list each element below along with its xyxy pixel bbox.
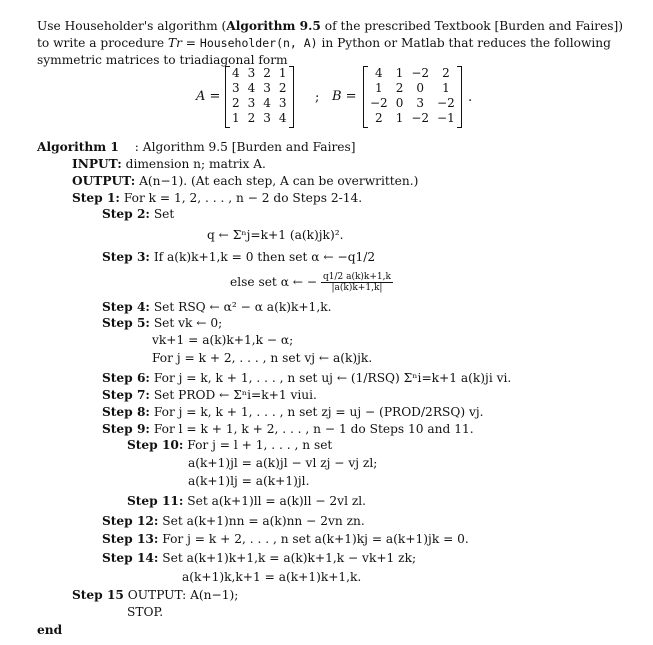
matrices-row <box>196 66 496 128</box>
tr-variable: Tr <box>167 36 182 50</box>
matrix-b-cell: −2 <box>370 96 388 110</box>
step-9-text: For l = k + 1, k + 2, . . . , n − 1 do Steps 10 and 11. <box>153 422 474 436</box>
step-14-label: Step 14: <box>102 551 159 565</box>
step-5-line-2: vk+1 = a(k)k+1,k − α; <box>152 333 294 347</box>
step-5-text: Set vk ← 0; <box>153 316 223 330</box>
matrix-a-cell: 4 <box>278 111 287 125</box>
step-7 <box>102 388 317 403</box>
matrix-a-row <box>228 81 291 96</box>
algorithm-header-label: Algorithm 1 <box>37 140 119 154</box>
intro-text-2: of the prescribed Textbook [Burden and Faires]) to write a procedure <box>37 19 624 50</box>
matrix-b-cell: 0 <box>416 81 425 95</box>
step-11-text: Set a(k+1)ll = a(k)ll − 2vl zl. <box>187 494 367 508</box>
step-5-line-3: For j = k + 2, . . . , n set vj ← a(k)jk. <box>152 351 373 365</box>
matrix-b-cell: 2 <box>442 66 450 80</box>
matrix-a-label: A = <box>196 89 221 104</box>
matrix-a-row <box>228 96 291 111</box>
matrix-b-cell: −2 <box>411 66 430 80</box>
matrix-a-cell: 3 <box>278 96 287 110</box>
function-signature: Householder(n, A) <box>199 36 318 50</box>
matrix-a-cell: 2 <box>263 66 271 80</box>
step-13-text: For j = k + 2, . . . , n set a(k+1)kj = a(k+1)jk = 0. <box>162 532 469 546</box>
step-6-label: Step 6: <box>102 371 150 385</box>
q-formula: q ← Σⁿj=k+1 (a(k)jk)². <box>207 228 344 242</box>
step-2-label: Step 2: <box>102 207 150 221</box>
step-13-label: Step 13: <box>102 532 159 546</box>
matrix-b-cell: 1 <box>395 111 404 125</box>
step-3-fraction-denominator: |a(k)k+1,k| <box>331 283 383 293</box>
matrix-b-cell: 3 <box>416 96 425 110</box>
matrix-b-label: B = <box>332 89 357 104</box>
matrix-b-row <box>366 111 459 126</box>
matrix-a-row <box>228 111 291 126</box>
algorithm-reference: Algorithm 9.5 <box>226 19 321 33</box>
matrix-separator: ; <box>315 90 320 105</box>
matrix-b-cell: 1 <box>375 81 383 95</box>
matrix-b-cell: 2 <box>395 81 404 95</box>
matrix-b-left-bracket <box>363 66 368 128</box>
step-2-text: Set <box>153 207 175 221</box>
step-9-label: Step 9: <box>102 422 150 436</box>
step-5-label: Step 5: <box>102 316 150 330</box>
matrix-b-cell: 4 <box>375 66 383 80</box>
step-12 <box>102 514 365 529</box>
matrix-a-cell: 3 <box>232 81 240 95</box>
step-10-label: Step 10: <box>127 438 184 452</box>
matrix-a-cell: 4 <box>232 66 240 80</box>
step-12-label: Step 12: <box>102 514 159 528</box>
input-text: dimension n; matrix A. <box>125 157 266 171</box>
step-9 <box>102 422 474 437</box>
matrix-b-row <box>366 66 459 81</box>
step-15-text: OUTPUT: A(n−1); <box>127 588 239 602</box>
step-7-text: Set PROD ← Σⁿi=k+1 viui. <box>153 388 317 402</box>
step-7-label: Step 7: <box>102 388 150 402</box>
stop-line: STOP. <box>127 605 164 619</box>
matrix-b-cell: 0 <box>395 96 404 110</box>
intro-paragraph <box>37 18 637 69</box>
step-8-label: Step 8: <box>102 405 150 419</box>
matrix-a-cell: 3 <box>263 111 271 125</box>
step-6 <box>102 371 511 386</box>
step-3-text: If a(k)k+1,k = 0 then set α ← −q1/2 <box>153 250 376 264</box>
step-2 <box>102 207 174 222</box>
step-3-fraction <box>321 272 393 293</box>
end-keyword: end <box>37 623 63 637</box>
matrix-a-cell: 1 <box>232 111 240 125</box>
matrix-a-row <box>228 66 291 81</box>
step-10-line-3: a(k+1)lj = a(k+1)jl. <box>188 474 310 488</box>
step-5 <box>102 316 222 331</box>
step-15 <box>72 588 238 603</box>
matrix-b-cell: 1 <box>442 81 450 95</box>
step-11 <box>127 494 366 509</box>
matrix-b-cell: 2 <box>375 111 383 125</box>
step-3 <box>102 250 375 265</box>
output-line <box>72 174 418 189</box>
step-8-text: For j = k, k + 1, . . . , n set zj = uj − (PROD/2RSQ) vj. <box>153 405 484 419</box>
intro-text-1: Use Householder's algorithm ( <box>37 19 227 33</box>
step-15-label: Step 15 <box>72 588 124 602</box>
matrix-end-period: . <box>468 90 473 105</box>
algorithm-header-text: : Algorithm 9.5 [Burden and Faires] <box>134 140 356 154</box>
step-1-label: Step 1: <box>72 191 120 205</box>
matrix-a-cell: 3 <box>263 81 271 95</box>
algorithm-header <box>37 140 356 155</box>
output-label: OUTPUT: <box>72 174 136 188</box>
intro-text-3: = <box>181 36 200 50</box>
matrix-a-cell: 4 <box>263 96 271 110</box>
matrix-b-cell: −1 <box>437 111 455 125</box>
step-11-label: Step 11: <box>127 494 184 508</box>
step-3-else <box>230 272 393 293</box>
step-6-text: For j = k, k + 1, . . . , n set uj ← (1/RSQ) Σⁿi=k+1 a(k)ji vi. <box>153 371 512 385</box>
step-3-fraction-numerator: q1/2 a(k)k+1,k <box>322 272 391 282</box>
matrix-a-cell: 1 <box>278 66 287 80</box>
step-10-text: For j = l + 1, . . . , n set <box>187 438 333 452</box>
step-10-line-2: a(k+1)jl = a(k)jl − vl zj − vj zl; <box>188 456 378 470</box>
step-4 <box>102 300 331 315</box>
matrix-a-cell: 3 <box>247 96 256 110</box>
matrix-b-right-bracket <box>457 66 462 128</box>
intro-text-4: in Python or Matlab that reduces the following symmetric matrices to triadiagonal form <box>37 36 611 67</box>
input-line <box>72 157 266 172</box>
matrix-a-right-bracket <box>289 66 294 128</box>
matrix-a-cell: 2 <box>232 96 240 110</box>
matrix-b-cell: −2 <box>437 96 455 110</box>
matrix-a-cell: 2 <box>247 111 256 125</box>
matrix-b-row <box>366 96 459 111</box>
step-1 <box>72 191 362 206</box>
step-12-text: Set a(k+1)nn = a(k)nn − 2vn zn. <box>162 514 365 528</box>
matrix-b-cell: −2 <box>411 111 430 125</box>
step-3-label: Step 3: <box>102 250 150 264</box>
matrix-a <box>228 66 291 126</box>
matrix-a-cell: 2 <box>278 81 287 95</box>
step-3-else-text: else set α ← − <box>230 275 318 289</box>
matrix-a-cell: 3 <box>247 66 256 80</box>
input-label: INPUT: <box>72 157 122 171</box>
step-4-label: Step 4: <box>102 300 150 314</box>
step-14-line-2: a(k+1)k,k+1 = a(k+1)k+1,k. <box>182 570 362 584</box>
step-10 <box>127 438 332 453</box>
matrix-b-row <box>366 81 459 96</box>
step-4-text: Set RSQ ← α² − α a(k)k+1,k. <box>153 300 332 314</box>
matrix-b <box>366 66 459 126</box>
matrix-a-left-bracket <box>225 66 230 128</box>
output-text: A(n−1). (At each step, A can be overwritten.) <box>139 174 419 188</box>
matrix-a-cell: 4 <box>247 81 256 95</box>
step-14 <box>102 551 416 566</box>
step-14-text: Set a(k+1)k+1,k = a(k)k+1,k − vk+1 zk; <box>162 551 417 565</box>
step-1-text: For k = 1, 2, . . . , n − 2 do Steps 2-14. <box>123 191 363 205</box>
step-8 <box>102 405 484 420</box>
step-13 <box>102 532 469 547</box>
matrix-b-cell: 1 <box>395 66 404 80</box>
